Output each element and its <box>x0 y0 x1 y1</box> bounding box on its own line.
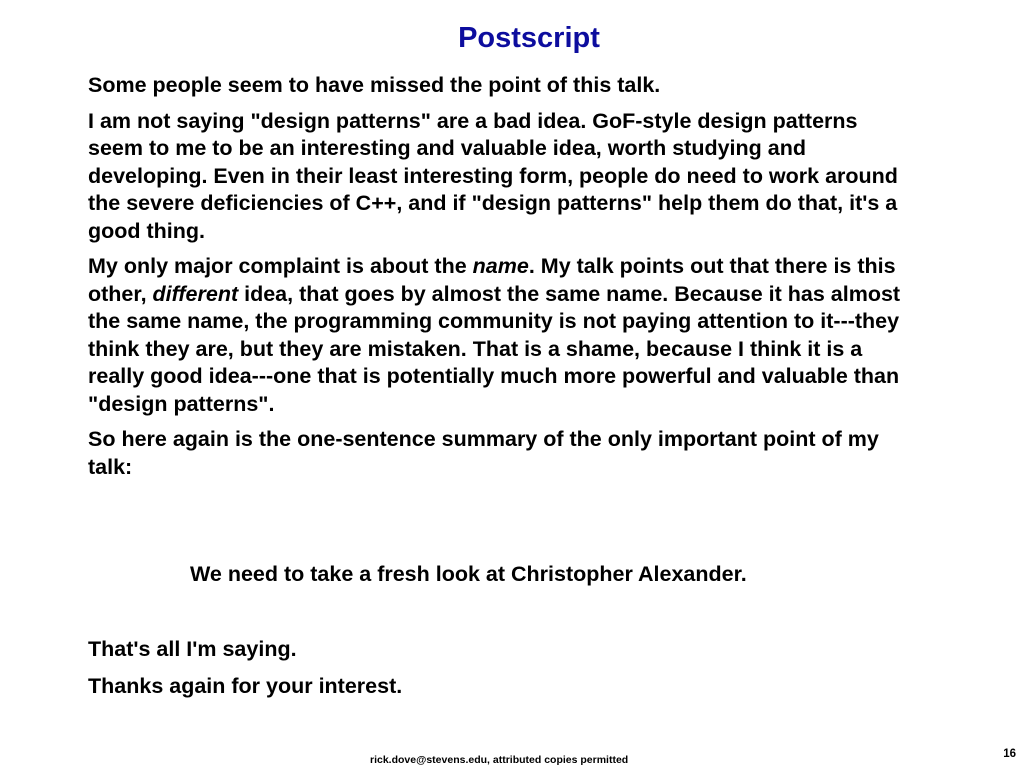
complaint-text-3: idea, that goes by almost the same name. Because it has almost the same name, the programming community is not paying attention to it---they think they are, but they are mistaken. That is a shame, because I think it is a really good idea---one that is potentially much more powerful and valuable than "design patterns". <box>88 281 901 416</box>
slide-title: Postscript <box>458 22 600 54</box>
paragraph-not-saying: I am not saying "design patterns" are a bad idea. GoF-style design patterns seem to me to be an interesting and valuable idea, worth studying and developing. Even in their least interesting form, people do need to work around the severe deficiencies of C++, and if "design patterns" help them do that, it's a good thing. <box>88 108 898 243</box>
complaint-text-2: . My talk points out that there is this other, <box>88 254 896 306</box>
page-number: 16 <box>1003 748 1016 760</box>
summary-sentence: We need to take a fresh look at Christopher Alexander. <box>190 562 747 586</box>
footer-text: rick.dove@stevens.edu, attributed copies permitted <box>370 754 629 766</box>
closing-block <box>88 636 918 709</box>
paragraph-complaint <box>88 253 918 418</box>
closing-line-1: That's all I'm saying. <box>88 637 297 661</box>
slide-body <box>88 72 918 489</box>
emphasis-different: different <box>152 281 239 306</box>
paragraph-summary-intro: So here again is the one-sentence summary of the only important point of my talk: <box>88 427 879 479</box>
complaint-text-1: My only major complaint is about the <box>88 254 473 278</box>
closing-line-2: Thanks again for your interest. <box>88 673 403 698</box>
emphasis-name: name <box>472 254 529 278</box>
paragraph-missed-point: Some people seem to have missed the point of this talk. <box>88 73 661 97</box>
